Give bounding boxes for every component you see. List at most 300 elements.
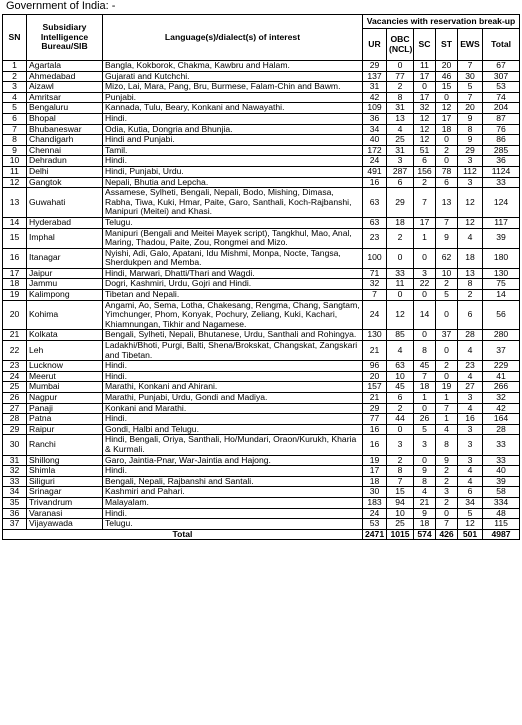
table-row [3,188,520,218]
cell-languages: Angami, Ao, Sema, Lotha, Chakesang, Rengma, Chang, Sangtam, Yimchunger, Phom, Konyak, Pochury, Zeliang, Kuki, Kachari, Khiamnungan, Tikhir and Nagamese. [103,300,363,330]
table-row [3,466,520,477]
cell-ews: 9 [458,135,483,146]
cell-sc: 11 [414,61,436,72]
cell-unit: Panaji [27,403,103,414]
total-ur: 2471 [363,529,387,540]
cell-sc: 3 [414,435,436,455]
cell-ur: 18 [363,476,387,487]
cell-obc: 2 [387,455,414,466]
cell-total: 76 [483,124,520,135]
cell-obc: 287 [387,166,414,177]
cell-st: 2 [436,361,458,372]
cell-ews: 4 [458,371,483,382]
table-row [3,82,520,93]
cell-total: 285 [483,145,520,156]
total-row [3,529,520,540]
cell-unit: Guwahati [27,188,103,218]
cell-sn: 16 [3,248,27,268]
cell-ews: 5 [458,508,483,519]
cell-st: 0 [436,371,458,382]
cell-unit: Agartala [27,61,103,72]
cell-languages: Malayalam. [103,497,363,508]
cell-ews: 28 [458,330,483,341]
cell-languages: Manipuri (Bengali and Meitei Mayek script), Tangkhul, Mao, Anal, Maring, Thadou, Paite, Zou, Rongmei and Mizo. [103,228,363,248]
cell-ews: 4 [458,476,483,487]
table-row [3,92,520,103]
cell-ews: 3 [458,424,483,435]
cell-languages: Gondi, Halbi and Telugu. [103,424,363,435]
cell-st: 3 [436,487,458,498]
cell-ur: 109 [363,103,387,114]
table-row [3,217,520,228]
header-ews: EWS [458,29,483,61]
cell-ur: 24 [363,156,387,167]
cell-languages: Telugu. [103,217,363,228]
cell-languages: Marathi, Punjabi, Urdu, Gondi and Madiya. [103,393,363,404]
cell-languages: Marathi, Konkani and Ahirani. [103,382,363,393]
cell-obc: 11 [387,279,414,290]
cell-ews: 8 [458,124,483,135]
total-obc: 1015 [387,529,414,540]
cell-unit: Srinagar [27,487,103,498]
cell-sn: 8 [3,135,27,146]
cell-unit: Aizawl [27,82,103,93]
cell-sc: 0 [414,403,436,414]
cell-unit: Lucknow [27,361,103,372]
cell-st: 13 [436,188,458,218]
cell-ews: 27 [458,382,483,393]
cell-sc: 14 [414,300,436,330]
table-row [3,290,520,301]
cell-obc: 3 [387,435,414,455]
cell-obc: 18 [387,217,414,228]
cell-sc: 9 [414,466,436,477]
cell-sc: 8 [414,341,436,361]
cell-ur: 130 [363,330,387,341]
cell-ur: 53 [363,519,387,530]
cell-unit: Varanasi [27,508,103,519]
cell-total: 75 [483,279,520,290]
cell-ur: 172 [363,145,387,156]
table-body [3,61,520,530]
header-total: Total [483,29,520,61]
cell-ews: 4 [458,466,483,477]
cell-sn: 34 [3,487,27,498]
table-row [3,519,520,530]
cell-st: 20 [436,61,458,72]
cell-unit: Trivandrum [27,497,103,508]
cell-ur: 77 [363,414,387,425]
table-row [3,166,520,177]
cell-ews: 112 [458,166,483,177]
cell-ur: 16 [363,435,387,455]
cell-ur: 29 [363,61,387,72]
cell-st: 7 [436,519,458,530]
cell-ur: 30 [363,487,387,498]
cell-obc: 0 [387,248,414,268]
cell-ur: 21 [363,341,387,361]
table-row [3,382,520,393]
cell-total: 56 [483,300,520,330]
cell-ews: 12 [458,188,483,218]
cell-st: 1 [436,414,458,425]
cell-sn: 19 [3,290,27,301]
cell-sc: 51 [414,145,436,156]
cell-ews: 2 [458,290,483,301]
cell-obc: 25 [387,519,414,530]
cell-obc: 77 [387,71,414,82]
cell-ur: 17 [363,466,387,477]
header-obc: OBC (NCL) [387,29,414,61]
cell-total: 307 [483,71,520,82]
cell-languages: Assamese, Sylheti, Bengali, Nepali, Bodo, Mishing, Dimasa, Rabha, Tiwa, Kuki, Hmar, Paite, Garo, Santhali, Koch-Rajbanshi, Manipuri (Meitei) and Khasi. [103,188,363,218]
header-languages: Language(s)/dialect(s) of interest [103,15,363,61]
cell-unit: Ranchi [27,435,103,455]
table-row [3,71,520,82]
cell-sc: 12 [414,135,436,146]
cell-sc: 0 [414,290,436,301]
cell-sn: 23 [3,361,27,372]
cell-sn: 7 [3,124,27,135]
cell-sc: 156 [414,166,436,177]
cell-unit: Jaipur [27,268,103,279]
cell-ews: 3 [458,435,483,455]
header-vacancies: Vacancies with reservation break-up [363,15,520,29]
cell-ews: 8 [458,279,483,290]
cell-sc: 17 [414,92,436,103]
cell-sn: 15 [3,228,27,248]
cell-sc: 2 [414,177,436,188]
cell-st: 2 [436,497,458,508]
cell-st: 0 [436,300,458,330]
cell-unit: Jammu [27,279,103,290]
cell-sn: 3 [3,82,27,93]
cell-ews: 3 [458,393,483,404]
cell-sc: 5 [414,424,436,435]
cell-languages: Nyishi, Adi, Galo, Apatani, Idu Mishmi, Monpa, Nocte, Tangsa, Sherdukpen and Memba. [103,248,363,268]
cell-total: 130 [483,268,520,279]
cell-ur: 23 [363,228,387,248]
cell-st: 0 [436,508,458,519]
cell-obc: 6 [387,393,414,404]
cell-unit: Raipur [27,424,103,435]
cell-ur: 100 [363,248,387,268]
total-sc: 574 [414,529,436,540]
table-row [3,177,520,188]
cell-obc: 44 [387,414,414,425]
cell-st: 8 [436,435,458,455]
total-total: 4987 [483,529,520,540]
cell-ur: 42 [363,92,387,103]
table-row [3,248,520,268]
cell-ews: 4 [458,228,483,248]
cell-ews: 3 [458,156,483,167]
cell-languages: Hindi. [103,156,363,167]
cell-unit: Gangtok [27,177,103,188]
cell-total: 124 [483,188,520,218]
cell-ews: 16 [458,414,483,425]
cell-languages: Hindi and Punjabi. [103,135,363,146]
cell-ur: 63 [363,217,387,228]
cell-unit: Vijayawada [27,519,103,530]
cell-sn: 4 [3,92,27,103]
cell-ews: 5 [458,82,483,93]
cell-st: 37 [436,330,458,341]
cell-unit: Hyderabad [27,217,103,228]
cell-sc: 0 [414,82,436,93]
cell-sn: 2 [3,71,27,82]
cell-sc: 26 [414,414,436,425]
cell-ews: 6 [458,300,483,330]
cell-languages: Garo, Jaintia-Pnar, War-Jaintia and Hajong. [103,455,363,466]
intro-text: Government of India: - [6,0,116,12]
cell-sn: 24 [3,371,27,382]
cell-languages: Hindi, Punjabi, Urdu. [103,166,363,177]
cell-ews: 6 [458,487,483,498]
cell-unit: Patna [27,414,103,425]
cell-sn: 33 [3,476,27,487]
cell-obc: 0 [387,61,414,72]
cell-languages: Tibetan and Nepali. [103,290,363,301]
cell-ur: 24 [363,508,387,519]
cell-languages: Hindi. [103,466,363,477]
cell-sc: 7 [414,188,436,218]
cell-unit: Leh [27,341,103,361]
cell-languages: Hindi, Marwari, Dhatti/Thari and Wagdi. [103,268,363,279]
cell-ur: 20 [363,371,387,382]
cell-sc: 6 [414,156,436,167]
cell-languages: Telugu. [103,519,363,530]
cell-sn: 9 [3,145,27,156]
cell-obc: 4 [387,124,414,135]
total-ews: 501 [458,529,483,540]
cell-obc: 85 [387,330,414,341]
cell-sc: 45 [414,361,436,372]
table-row [3,124,520,135]
cell-sc: 9 [414,508,436,519]
cell-languages: Hindi. [103,371,363,382]
cell-st: 2 [436,279,458,290]
cell-languages: Hindi. [103,361,363,372]
cell-sn: 35 [3,497,27,508]
cell-sn: 26 [3,393,27,404]
cell-st: 0 [436,341,458,361]
cell-obc: 33 [387,268,414,279]
cell-unit: Shimla [27,466,103,477]
cell-ews: 9 [458,113,483,124]
cell-obc: 10 [387,508,414,519]
cell-unit: Meerut [27,371,103,382]
cell-sn: 13 [3,188,27,218]
cell-languages: Bangla, Kokborok, Chakma, Kawbru and Halam. [103,61,363,72]
cell-total: 117 [483,217,520,228]
cell-obc: 8 [387,466,414,477]
cell-total: 14 [483,290,520,301]
table-row [3,414,520,425]
cell-sc: 4 [414,487,436,498]
cell-ews: 3 [458,177,483,188]
cell-sn: 32 [3,466,27,477]
cell-total: 40 [483,466,520,477]
table-row [3,476,520,487]
cell-unit: Bengaluru [27,103,103,114]
table-row [3,156,520,167]
total-label: Total [3,529,363,540]
cell-obc: 12 [387,300,414,330]
cell-total: 266 [483,382,520,393]
cell-obc: 3 [387,156,414,167]
table-row [3,330,520,341]
table-row [3,268,520,279]
cell-st: 7 [436,217,458,228]
cell-unit: Shillong [27,455,103,466]
cell-ews: 7 [458,92,483,103]
table-row [3,455,520,466]
cell-obc: 0 [387,424,414,435]
cell-sn: 1 [3,61,27,72]
cell-ews: 4 [458,403,483,414]
cell-obc: 2 [387,228,414,248]
cell-sn: 31 [3,455,27,466]
cell-st: 46 [436,71,458,82]
cell-ur: 29 [363,403,387,414]
cell-languages: Kannada, Tulu, Beary, Konkani and Nawayathi. [103,103,363,114]
cell-sc: 18 [414,382,436,393]
cell-total: 87 [483,113,520,124]
cell-sc: 32 [414,103,436,114]
cell-languages: Hindi. [103,508,363,519]
cell-languages: Ladakhi/Bhoti, Purgi, Balti, Shena/Brokskat, Changskat, Zangskari and Tibetan. [103,341,363,361]
cell-sn: 28 [3,414,27,425]
cell-unit: Itanagar [27,248,103,268]
cell-total: 33 [483,455,520,466]
cell-ur: 19 [363,455,387,466]
cell-total: 58 [483,487,520,498]
cell-ews: 12 [458,519,483,530]
cell-obc: 7 [387,476,414,487]
table-row [3,145,520,156]
cell-obc: 29 [387,188,414,218]
table-row [3,113,520,124]
cell-obc: 2 [387,403,414,414]
table-row [3,497,520,508]
cell-obc: 0 [387,290,414,301]
cell-unit: Nagpur [27,393,103,404]
cell-obc: 4 [387,341,414,361]
cell-sn: 37 [3,519,27,530]
cell-obc: 25 [387,135,414,146]
cell-st: 62 [436,248,458,268]
cell-unit: Kohima [27,300,103,330]
cell-ur: 183 [363,497,387,508]
cell-unit: Chandigarh [27,135,103,146]
cell-total: 41 [483,371,520,382]
cell-ews: 30 [458,71,483,82]
cell-st: 0 [436,135,458,146]
cell-sc: 8 [414,476,436,487]
cell-total: 204 [483,103,520,114]
cell-ews: 18 [458,248,483,268]
cell-ur: 24 [363,300,387,330]
cell-obc: 6 [387,177,414,188]
cell-st: 10 [436,268,458,279]
cell-sn: 6 [3,113,27,124]
cell-unit: Mumbai [27,382,103,393]
cell-total: 115 [483,519,520,530]
cell-languages: Punjabi. [103,92,363,103]
cell-total: 33 [483,435,520,455]
cell-languages: Hindi. [103,414,363,425]
table-row [3,103,520,114]
cell-st: 6 [436,177,458,188]
cell-sn: 5 [3,103,27,114]
table-row [3,135,520,146]
cell-sc: 7 [414,371,436,382]
table-row [3,424,520,435]
cell-sn: 36 [3,508,27,519]
cell-sn: 11 [3,166,27,177]
cell-ur: 21 [363,393,387,404]
cell-obc: 63 [387,361,414,372]
cell-unit: Imphal [27,228,103,248]
cell-unit: Siliguri [27,476,103,487]
cell-obc: 45 [387,382,414,393]
cell-languages: Nepali, Bhutia and Lepcha. [103,177,363,188]
vacancy-table [2,14,520,540]
cell-obc: 31 [387,103,414,114]
cell-languages: Bengali, Nepali, Rajbanshi and Santali. [103,476,363,487]
header-sn: SN [3,15,27,61]
cell-sc: 0 [414,330,436,341]
cell-st: 17 [436,113,458,124]
cell-sn: 30 [3,435,27,455]
cell-ur: 40 [363,135,387,146]
cell-languages: Gujarati and Kutchchi. [103,71,363,82]
table-row [3,403,520,414]
table-row [3,487,520,498]
cell-total: 334 [483,497,520,508]
cell-languages: Tamil. [103,145,363,156]
cell-unit: Kalimpong [27,290,103,301]
cell-ews: 29 [458,145,483,156]
cell-ur: 31 [363,82,387,93]
cell-sc: 1 [414,228,436,248]
cell-st: 2 [436,466,458,477]
cell-ews: 13 [458,268,483,279]
cell-ur: 32 [363,279,387,290]
cell-st: 2 [436,476,458,487]
cell-total: 36 [483,156,520,167]
header-st: ST [436,29,458,61]
cell-obc: 15 [387,487,414,498]
cell-ews: 34 [458,497,483,508]
cell-unit: Bhubaneswar [27,124,103,135]
cell-unit: Chennai [27,145,103,156]
cell-ur: 137 [363,71,387,82]
cell-total: 86 [483,135,520,146]
cell-sc: 1 [414,393,436,404]
cell-total: 37 [483,341,520,361]
cell-unit: Delhi [27,166,103,177]
table-row [3,361,520,372]
cell-st: 78 [436,166,458,177]
cell-sn: 21 [3,330,27,341]
header-ur: UR [363,29,387,61]
cell-st: 1 [436,393,458,404]
table-row [3,371,520,382]
cell-languages: Dogri, Kashmiri, Urdu, Gojri and Hindi. [103,279,363,290]
cell-obc: 2 [387,82,414,93]
